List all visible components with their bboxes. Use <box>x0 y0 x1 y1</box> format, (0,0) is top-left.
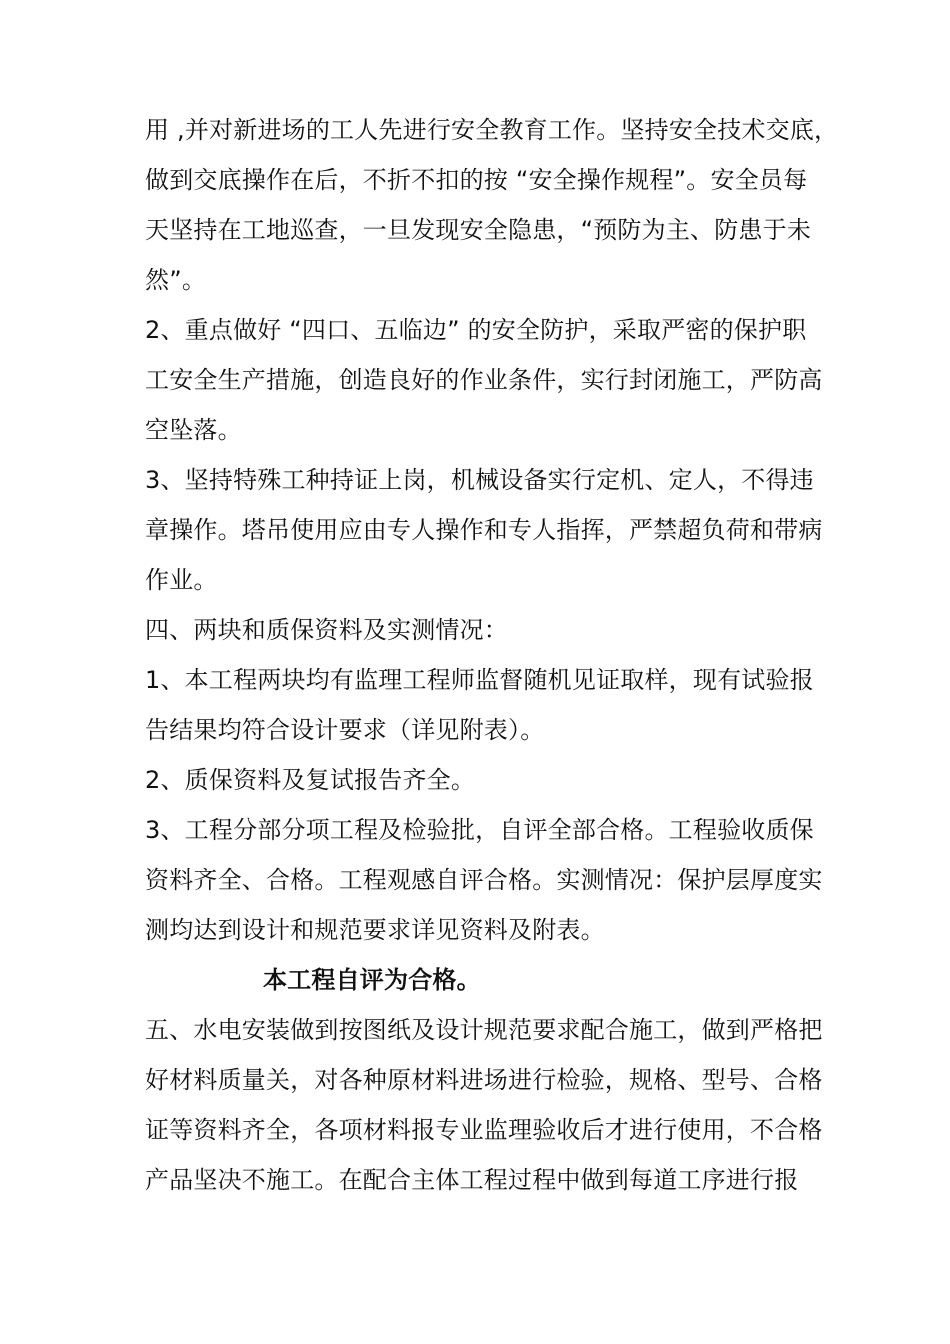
text-line: 产品坚决不施工。在配合主体工程过程中做到每道工序进行报 <box>145 1166 799 1194</box>
text-line: 作业。 <box>145 566 218 594</box>
text-line: 然”。 <box>145 266 207 294</box>
text-line: 五、水电安装做到按图纸及设计规范要求配合施工，做到严格把 <box>145 1016 823 1044</box>
text-line: 好材料质量关，对各种原材料进场进行检验，规格、型号、合格 <box>145 1066 823 1094</box>
text-line: 章操作。塔吊使用应由专人操作和专人指挥，严禁超负荷和带病 <box>145 516 823 544</box>
text-line: 空坠落。 <box>145 416 242 444</box>
text-line: 做到交底操作在后，不折不扣的按 “安全操作规程”。安全员每 <box>145 166 808 194</box>
text-line: 3、工程分部分项工程及检验批，自评全部合格。工程验收质保 <box>145 816 814 844</box>
text-line: 测均达到设计和规范要求详见资料及附表。 <box>145 916 605 944</box>
section-heading: 四、两块和质保资料及实测情况： <box>145 616 508 644</box>
text-line: 2、重点做好 “四口、五临边” 的安全防护，采取严密的保护职 <box>145 316 807 344</box>
text-line: 1、本工程两块均有监理工程师监督随机见证取样，现有试验报 <box>145 666 814 694</box>
text-line: 用 ,并对新进场的工人先进行安全教育工作。坚持安全技术交底， <box>145 116 839 144</box>
text-line: 2、质保资料及复试报告齐全。 <box>145 766 476 794</box>
text-line: 告结果均符合设计要求（详见附表）。 <box>145 716 545 744</box>
self-evaluation-statement: 本工程自评为合格。 <box>263 966 481 994</box>
text-line: 证等资料齐全，各项材料报专业监理验收后才进行使用，不合格 <box>145 1116 823 1144</box>
text-line: 工安全生产措施，创造良好的作业条件，实行封闭施工，严防高 <box>145 366 823 394</box>
text-line: 3、坚持特殊工种持证上岗，机械设备实行定机、定人，不得违 <box>145 466 814 494</box>
text-line: 天坚持在工地巡查，一旦发现安全隐患，“预防为主、防患于未 <box>145 216 812 244</box>
text-line: 资料齐全、合格。工程观感自评合格。实测情况：保护层厚度实 <box>145 866 823 894</box>
